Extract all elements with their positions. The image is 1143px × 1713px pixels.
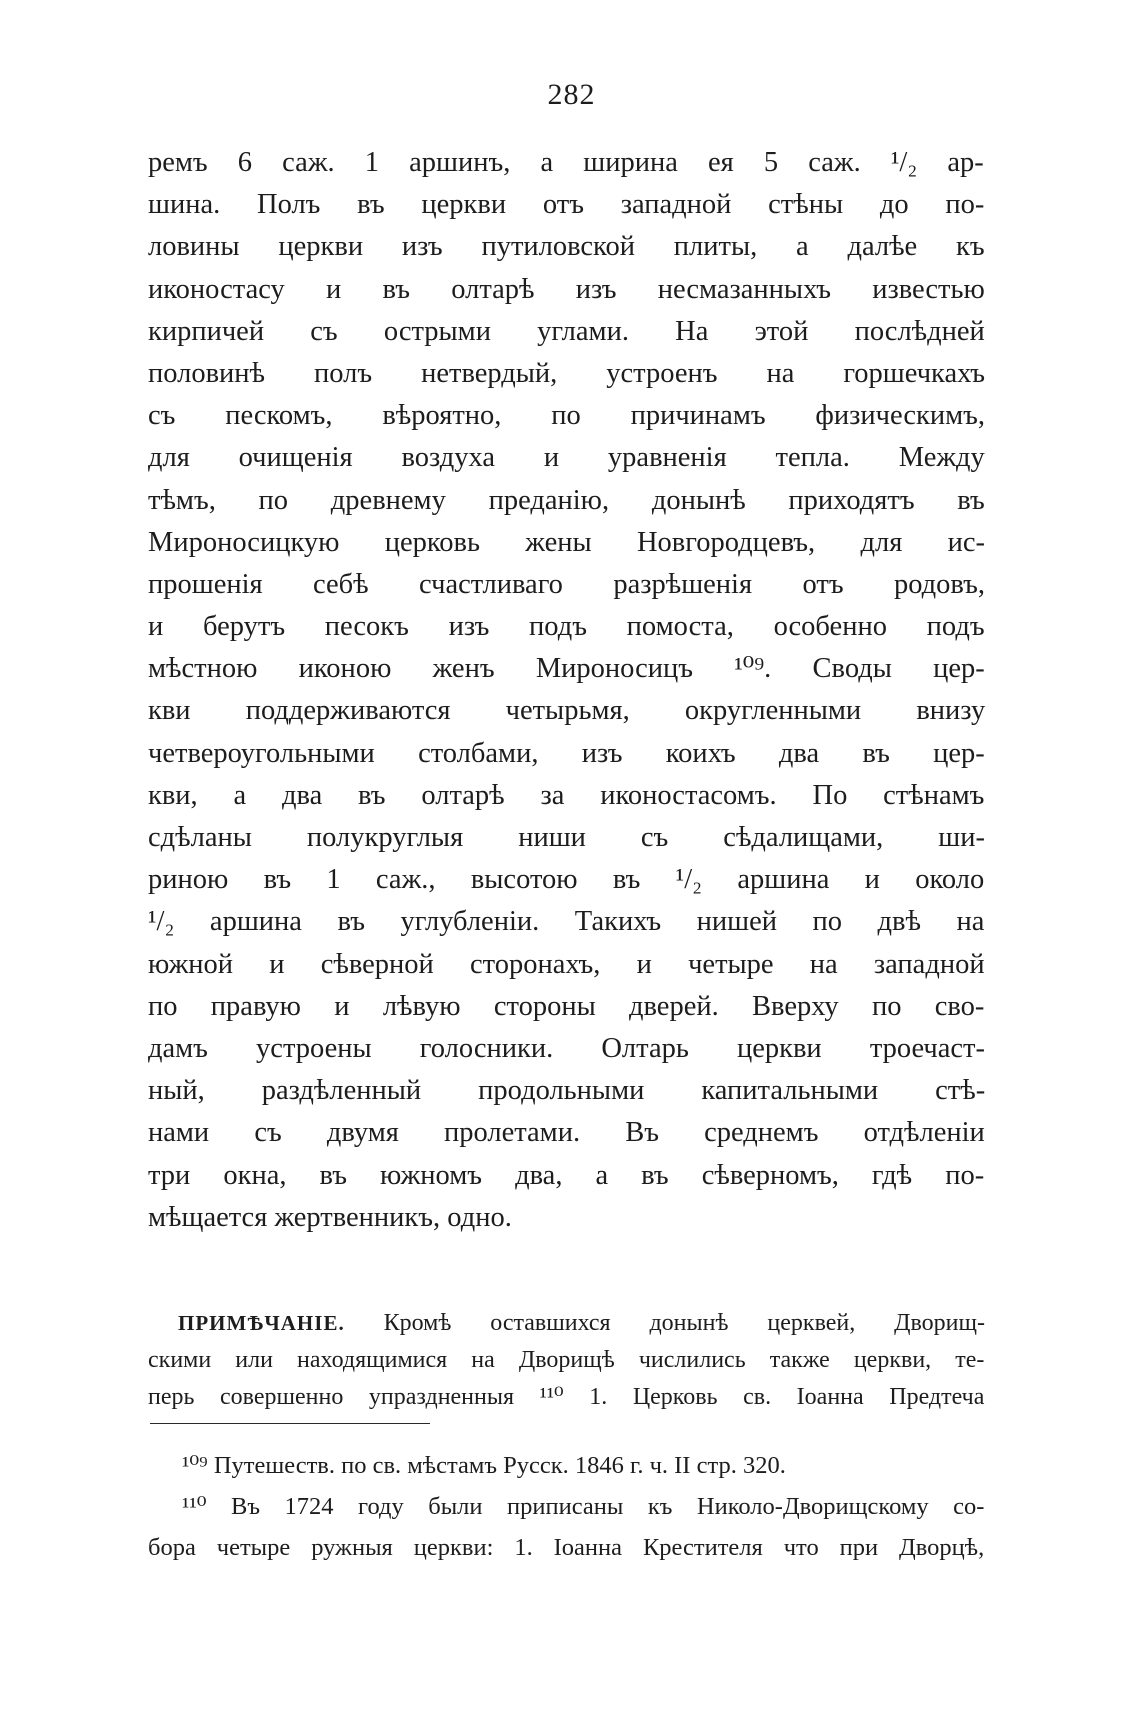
footnote-109 bbox=[148, 1445, 986, 1486]
text-line bbox=[148, 437, 986, 479]
note-line bbox=[148, 1342, 986, 1379]
text-line bbox=[148, 986, 986, 1028]
text-line-content: три окна, въ южномъ два, а въ сѣверномъ, гдѣ по- bbox=[148, 1159, 985, 1191]
text-line bbox=[148, 1070, 986, 1112]
text-line-content: кви, а два въ олтарѣ за иконостасомъ. По стѣнамъ bbox=[148, 779, 985, 811]
text-line-content: съ пескомъ, вѣроятно, по причинамъ физическимъ, bbox=[148, 400, 985, 432]
text-line bbox=[148, 1112, 986, 1154]
page-number: 282 bbox=[547, 78, 596, 111]
text-line bbox=[148, 1155, 986, 1197]
note-block bbox=[148, 1305, 986, 1416]
note-line-content: перь совершенно упраздненныя ¹¹⁰ 1. Церковь св. Іоанна Предтеча bbox=[148, 1384, 985, 1410]
text-line bbox=[148, 859, 986, 901]
text-line-content: шина. Полъ въ церкви отъ западной стѣны до по- bbox=[148, 189, 985, 221]
text-line-content: половинѣ полъ нетвердый, устроенъ на горшечкахъ bbox=[148, 357, 985, 389]
text-line bbox=[148, 1028, 986, 1070]
text-line bbox=[148, 522, 986, 564]
footnote-divider bbox=[150, 1423, 430, 1424]
text-line-content: иконостасу и въ олтарѣ изъ несмазанныхъ известью bbox=[148, 273, 985, 305]
text-line bbox=[148, 395, 986, 437]
note-label: ПРИМѢЧАНІЕ. bbox=[178, 1311, 345, 1335]
text-line bbox=[148, 353, 986, 395]
text-line-content: ловины церкви изъ путиловской плиты, а далѣе къ bbox=[148, 231, 985, 263]
text-line-content: по правую и лѣвую стороны дверей. Вверху по сво- bbox=[148, 990, 985, 1022]
text-line bbox=[148, 564, 986, 606]
text-line bbox=[148, 184, 986, 226]
text-line bbox=[148, 311, 986, 353]
text-line-content: ремъ 6 саж. 1 аршинъ, а ширина ея 5 саж. ¹/₂ ар- bbox=[148, 147, 984, 178]
main-text-block bbox=[148, 142, 986, 1239]
text-line-content: прошенія себѣ счастливаго разрѣшенія отъ родовъ, bbox=[148, 568, 985, 600]
text-line bbox=[148, 733, 986, 775]
note-first-line bbox=[178, 1305, 985, 1342]
footnote-text: бора четыре ружныя церкви: 1. Іоанна Крестителя что при Дворцѣ, bbox=[148, 1534, 985, 1561]
text-line bbox=[148, 606, 986, 648]
text-line-content: нами съ двумя пролетами. Въ среднемъ отдѣленіи bbox=[148, 1117, 985, 1149]
text-line bbox=[148, 817, 986, 859]
text-line-content: четвероугольными столбами, изъ коихъ два въ цер- bbox=[148, 737, 985, 769]
note-line-content: Кромѣ оставшихся донынѣ церквей, Дворищ- bbox=[383, 1310, 985, 1336]
text-line-content: кви поддерживаются четырьмя, округленными внизу bbox=[148, 695, 986, 727]
text-line bbox=[148, 142, 986, 184]
text-line bbox=[148, 226, 986, 268]
text-line-content: ¹/₂ аршина въ углубленіи. Такихъ нишей по двѣ на bbox=[148, 906, 985, 938]
text-line bbox=[148, 1197, 986, 1239]
footnotes-block bbox=[148, 1445, 986, 1568]
text-line-content: кирпичей съ острыми углами. На этой послѣдней bbox=[148, 315, 985, 347]
text-line-content: тѣмъ, по древнему преданію, донынѣ приходятъ въ bbox=[148, 484, 985, 516]
text-line-content: Мироносицкую церковь жены Новгородцевъ, для ис- bbox=[148, 526, 985, 558]
text-line bbox=[148, 901, 986, 943]
text-line-content: мѣщается жертвенникъ, одно. bbox=[148, 1201, 512, 1233]
note-line bbox=[148, 1379, 986, 1416]
text-line-content: мѣстною иконою женъ Мироносицъ ¹⁰⁹. Своды цер- bbox=[148, 653, 985, 685]
text-line-content: дамъ устроены голосники. Олтарь церкви троечаст- bbox=[148, 1032, 985, 1064]
text-line bbox=[148, 648, 986, 690]
text-line-content: риною въ 1 саж., высотою въ ¹/₂ аршина и около bbox=[148, 864, 985, 896]
text-line-content: сдѣланы полукруглыя ниши съ сѣдалищами, ши- bbox=[148, 822, 985, 853]
text-line bbox=[148, 775, 986, 817]
text-line bbox=[148, 690, 986, 732]
text-line-content: южной и сѣверной сторонахъ, и четыре на западной bbox=[148, 948, 985, 980]
note-line-content: скими или находящимися на Дворищѣ числились также церкви, те- bbox=[148, 1347, 985, 1373]
text-line-content: для очищенія воздуха и уравненія тепла. Между bbox=[148, 442, 985, 474]
footnote-text: ¹⁰⁹ Путешеств. по св. мѣстамъ Русск. 1846 г. ч. II стр. 320. bbox=[182, 1452, 786, 1479]
footnote-text: ¹¹⁰ Въ 1724 году были приписаны къ Николо-Дворищскому со- bbox=[182, 1493, 985, 1520]
text-line bbox=[148, 944, 986, 986]
note-line bbox=[148, 1305, 986, 1342]
text-line bbox=[148, 269, 986, 311]
footnote-110 bbox=[148, 1486, 986, 1527]
text-line bbox=[148, 480, 986, 522]
text-line-content: и берутъ песокъ изъ подъ помоста, особенно подъ bbox=[148, 611, 985, 643]
text-line-content: ный, раздѣленный продольными капитальными стѣ- bbox=[148, 1075, 986, 1107]
footnote-110-continued bbox=[148, 1527, 986, 1568]
